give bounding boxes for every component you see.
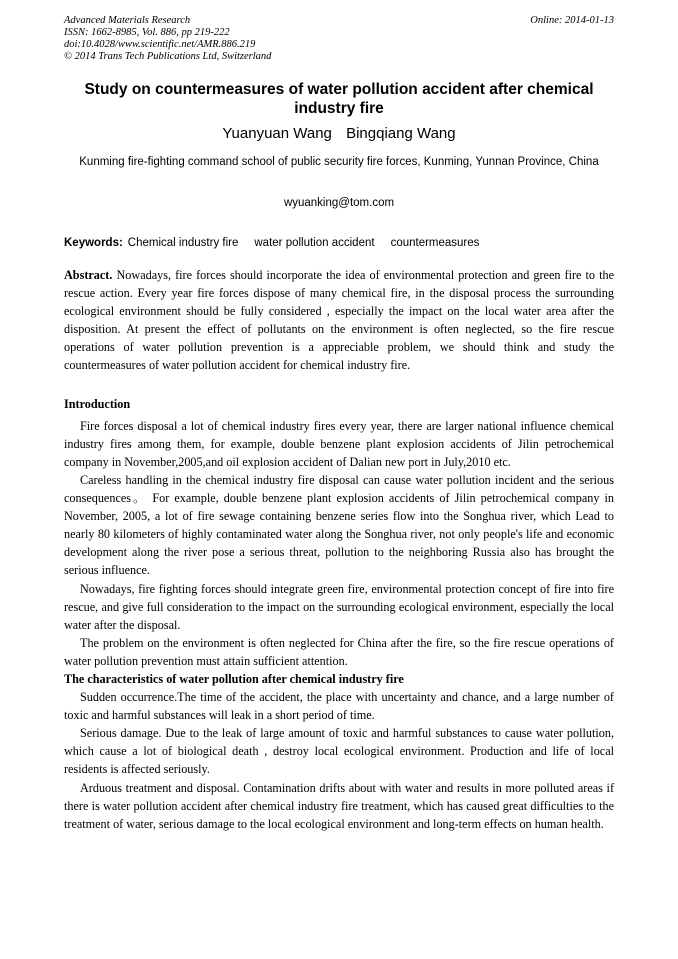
body-paragraph: Serious damage. Due to the leak of large amount of toxic and harmful substances to cause water pollution, which cause a lot of biological death , destroy local ecological environment. Production and life of local residents is affected seriously. — [64, 726, 614, 777]
author-list — [64, 124, 614, 144]
online-date: Online: 2014-01-13 — [530, 15, 614, 26]
author-name: Yuanyuan Wang — [222, 125, 332, 142]
keywords-label: Keywords: — [64, 237, 123, 249]
keyword: countermeasures — [390, 237, 480, 249]
section-heading-characteristics: The characteristics of water pollution after chemical industry fire — [64, 671, 404, 686]
journal-name: Advanced Materials Research — [64, 15, 191, 26]
abstract-label: Abstract. — [64, 268, 113, 282]
publication-info — [64, 15, 271, 63]
issn-line: ISSN: 1662-8985, Vol. 886, pp 219-222 — [64, 27, 230, 38]
keywords-line — [64, 235, 479, 251]
paper-body — [64, 266, 614, 833]
copyright-line: © 2014 Trans Tech Publications Ltd, Switzerland — [64, 51, 272, 62]
abstract-text: Nowadays, fire forces should incorporate the idea of environmental protection and green fire to the rescue action. Every year fire forces dispose of many chemical fire, in the disposal process the surrounding ecological environment should be fully considered , especially the impact on the local water area after the disposition. At present the effect of pollutants on the environment is often neglected, so the fire rescue operations of water pollution prevention is a appreciable problem, we should think and study the countermeasures of water pollution accident for chemical industry fire. — [64, 268, 614, 373]
author-email: wyuanking@tom.com — [283, 197, 395, 209]
body-paragraph: Careless handling in the chemical industry fire disposal can cause water pollution incident and the serious consequences。 For example, double benzene plant explosion accidents of Jilin petrochemical company in November, 2005, a lot of fire sewage containing benzene series flow into the Songhua river, which Lead to nearly 80 kilometers of highly contaminated water along the Songhua river, not only people's life and economic development along the river pose a serious threat, pollution to the neighboring Russia also has brought the serious influence. — [64, 472, 614, 578]
paper-title: Study on countermeasures of water pollution accident after chemical industry fire — [84, 81, 594, 117]
author-name: Bingqiang Wang — [346, 125, 456, 142]
affiliation: Kunming fire-fighting command school of public security fire forces, Kunming, Yunnan Province, China — [79, 156, 599, 168]
doi-line: doi:10.4028/www.scientific.net/AMR.886.219 — [64, 39, 256, 50]
body-paragraph: Sudden occurrence.The time of the accident, the place with uncertainty and chance, and a large number of toxic and harmful substances will leak in a short period of time. — [64, 690, 614, 723]
keyword: Chemical industry fire — [127, 237, 239, 249]
body-paragraph: Fire forces disposal a lot of chemical industry fires every year, there are larger national influence chemical industry fires among them, for example, double benzene plant explosion accidents of Jilin petrochemical company in November,2005,and oil explosion accident of Dalian new port in July,2010 etc. — [64, 418, 614, 469]
keyword: water pollution accident — [254, 237, 375, 249]
body-paragraph: The problem on the environment is often neglected for China after the fire, so the fire rescue operations of water pollution prevention must attain sufficient attention. — [64, 635, 614, 668]
body-paragraph: Arduous treatment and disposal. Contamination drifts about with water and results in more polluted areas if there is water pollution accident after chemical industry fire treatment, which has caused great difficulties to the treatment of water, serious damage to the local ecological environment and long-term effects on human health. — [64, 780, 614, 831]
abstract-paragraph — [64, 266, 614, 375]
body-paragraph: Nowadays, fire fighting forces should integrate green fire, environmental protection concept of fire into fire rescue, and give full consideration to the impact on the surrounding ecological environment, especially the local water after the disposal. — [64, 581, 614, 632]
section-heading-introduction: Introduction — [64, 396, 131, 411]
